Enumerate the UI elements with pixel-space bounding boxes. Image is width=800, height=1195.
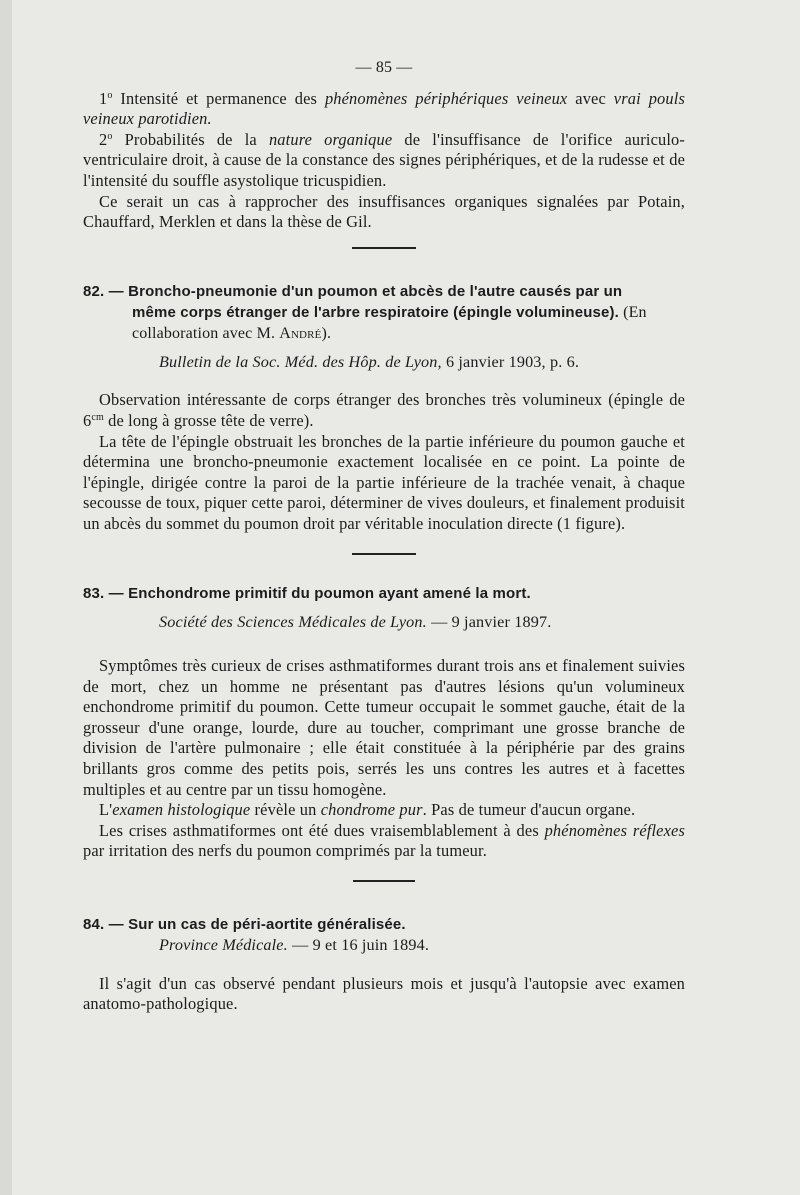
source-journal: Société des Sciences Médicales de Lyon.	[159, 612, 427, 631]
page-number: — 85 —	[355, 59, 413, 76]
page-content	[83, 58, 685, 1015]
text: par irritation des nerfs du poumon comprimés par la tumeur.	[83, 841, 487, 861]
source-date: — 9 et 16 juin 1894.	[287, 936, 430, 955]
entry-84-source	[83, 935, 685, 956]
superscript: cm	[91, 411, 104, 423]
text: Intensité et permanence des	[112, 88, 325, 108]
entry-title-line: même corps étranger de l'arbre respiratoire (épingle volumineuse).	[132, 303, 619, 321]
text: Probabilités de la	[112, 129, 269, 149]
entry-82-source	[83, 352, 685, 373]
italic-text: vrai pouls veineux parotidien.	[83, 88, 685, 129]
entry-82-paragraph-2: La tête de l'épingle obstruait les bronches de la partie inférieure du poumon gauche et détermina une broncho-pneumonie exactement localisée en ce point. La pointe de l'épingle, dirigée contre la paroi de la partie inférieure de la trachée venait, à chaque secousse de toux, piquer cette paroi, déterminer de vives douleurs, et finalement produisit un abcès du sommet du poumon droit par véritable inoculation directe (1 figure).	[83, 431, 685, 533]
superscript: o	[107, 130, 113, 142]
entry-82-paragraph-1	[83, 390, 685, 431]
text: avec	[567, 88, 614, 108]
entry-number: 82.	[83, 282, 105, 300]
entry-title-line: — Sur un cas de péri-aortite généralisée.	[104, 916, 406, 934]
entry-number: 83.	[83, 584, 105, 602]
collaborator-name: André	[279, 324, 322, 342]
text: 2	[99, 129, 108, 149]
entry-84-paragraph-1: Il s'agit d'un cas observé pendant plusieurs mois et jusqu'à l'autopsie avec examen anatomo-pathologique.	[83, 973, 685, 1014]
entry-83-paragraph-2	[83, 800, 685, 821]
entry-83-source	[83, 612, 685, 633]
text: . Pas de tumeur d'aucun organe.	[422, 800, 636, 820]
entry-title-line: — Broncho-pneumonie d'un poumon et abcès de l'autre causés par un	[104, 282, 623, 300]
intro-paragraph-3: Ce serait un cas à rapprocher des insuffisances organiques signalées par Potain, Chauffard, Merklen et dans la thèse de Gil.	[83, 191, 685, 232]
italic-text: phénomènes réflexes	[544, 820, 685, 840]
entry-82-title	[83, 281, 685, 302]
italic-text: examen histologique	[112, 800, 251, 820]
entry-number: 84.	[83, 916, 105, 934]
source-journal: Bulletin de la Soc. Méd. des Hôp. de Lyon,	[159, 352, 442, 371]
text: de long à grosse tête de verre).	[103, 410, 314, 430]
italic-text: chondrome pur	[320, 800, 423, 820]
collaboration-text: (En collaboration avec M.	[132, 303, 647, 342]
italic-text: nature organique	[268, 129, 393, 149]
superscript: o	[107, 89, 113, 101]
text: Observation intéressante de corps étranger des bronches très volumineux (épingle de 6	[83, 390, 685, 430]
entry-83-paragraph-3	[83, 821, 685, 862]
text: 1	[99, 88, 108, 108]
text: L'	[99, 800, 113, 820]
text: de l'insuffisance de l'orifice auriculo-ventriculaire droit, à cause de la constance des signes périphériques, et de la rudesse et de l'intensité du souffle asystolique tricuspidien.	[83, 129, 686, 190]
entry-82-title-cont	[83, 302, 685, 344]
text: Les crises asthmatiformes ont été dues vraisemblablement à des	[99, 820, 545, 840]
source-journal: Province Médicale.	[159, 936, 288, 955]
entry-83-title	[83, 583, 685, 604]
source-date: — 9 janvier 1897.	[426, 612, 552, 631]
entry-84-title	[83, 914, 685, 935]
text: révèle un	[250, 800, 321, 820]
intro-point-1	[83, 89, 685, 130]
entry-83-paragraph-1: Symptômes très curieux de crises asthmatiformes durant trois ans et finalement suivies de mort, chez un homme ne présentant pas d'autres lésions qu'un volumineux enchondrome primitif du poumon. Cette tumeur occupait le sommet gauche, était de la grosseur d'une orange, lourde, dure au toucher, comprimant une grosse branche de division de l'artère pulmonaire ; elle était constituée à la périphérie par des grains brillants gros comme des petits pois, serrés les uns contres les autres et à facettes multiples et au centre par un tissu homogène.	[83, 656, 685, 799]
collaboration-text: ).	[321, 324, 332, 342]
intro-point-2	[83, 130, 685, 192]
source-date: 6 janvier 1903, p. 6.	[441, 352, 580, 371]
italic-text: phénomènes périphériques veineux	[324, 88, 568, 108]
entry-title-line: — Enchondrome primitif du poumon ayant amené la mort.	[104, 584, 531, 602]
